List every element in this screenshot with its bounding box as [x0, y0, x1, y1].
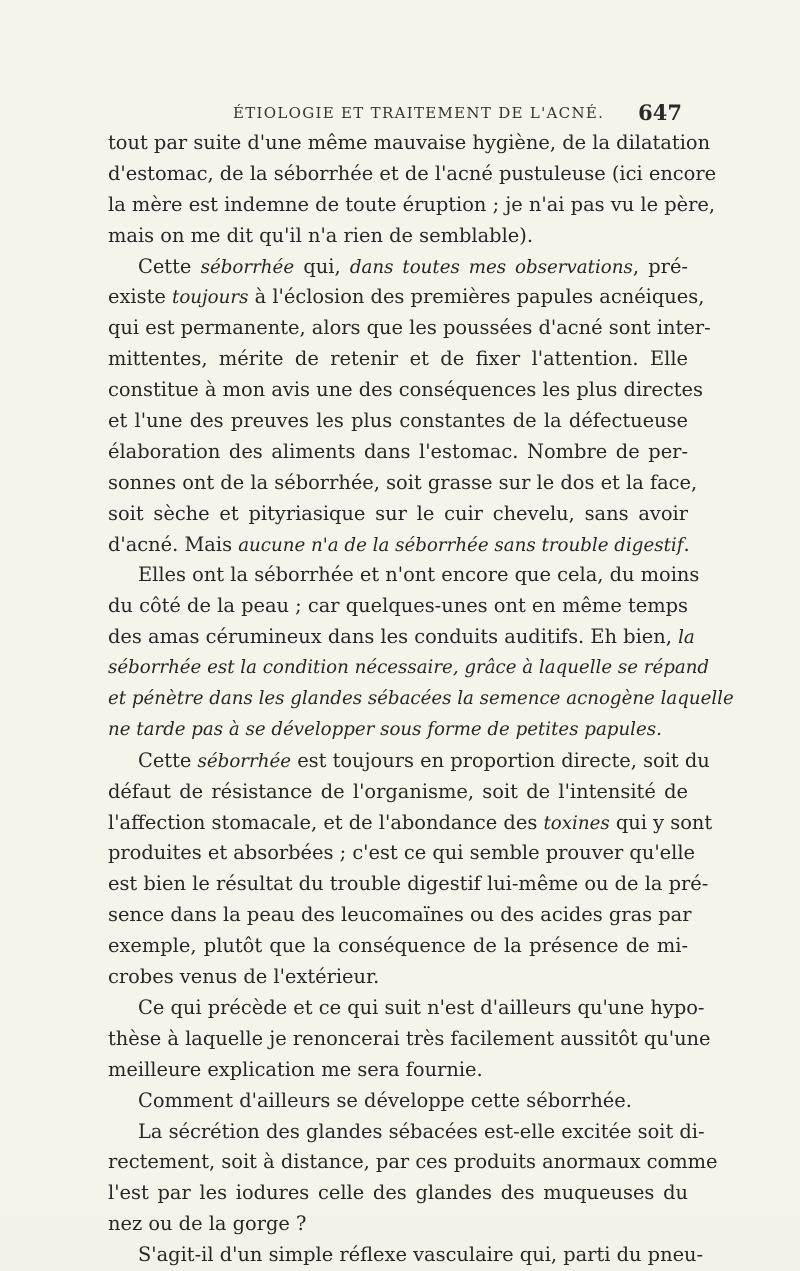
text-line: [108, 406, 688, 437]
text-line: [108, 622, 695, 653]
text-run: nez ou de la gorge ?: [108, 1212, 307, 1236]
text-line: [108, 190, 715, 221]
italic-text: dans toutes mes observations: [349, 256, 633, 278]
text-line: [108, 1086, 688, 1117]
text-line: [108, 1209, 688, 1240]
running-head: [108, 100, 690, 130]
text-run: constitue à mon avis une des conséquences les plus directes: [108, 378, 703, 402]
text-line: [108, 1024, 711, 1055]
text-line: [108, 1178, 688, 1209]
text-run: Ce qui précède et ce qui suit n'est d'ailleurs qu'une hypo-: [138, 995, 705, 1019]
text-run: séborrhée est la condition nécessaire, grâce à laquelle se répand: [108, 657, 710, 679]
italic-text: la: [678, 627, 695, 649]
text-run: qui,: [294, 254, 350, 278]
text-line: [108, 560, 700, 591]
italic-text: toujours: [172, 287, 249, 309]
text-line: [108, 468, 698, 499]
text-run: rectement, soit à distance, par ces produits anormaux comme: [108, 1150, 718, 1174]
running-title: ÉTIOLOGIE ET TRAITEMENT DE L'ACNÉ.: [233, 104, 605, 122]
text-run: défaut de résistance de l'organisme, soit de l'intensité de: [108, 779, 688, 803]
text-line: [108, 746, 710, 777]
text-line: [108, 282, 705, 313]
italic-text: séborrhée: [197, 750, 292, 772]
text-line: [108, 900, 692, 931]
text-run: thèse à laquelle je renoncerai très facilement aussitôt qu'une: [108, 1026, 711, 1050]
text-line: [108, 128, 711, 159]
text-run: et l'une des preuves les plus constantes de la défectueuse: [108, 409, 688, 433]
text-run: l'est par les iodures celle des glandes des muqueuses du: [108, 1181, 688, 1205]
text-line: [108, 684, 734, 715]
text-line: [108, 591, 688, 622]
text-run: Cette: [138, 254, 201, 278]
text-line: [108, 715, 688, 746]
text-line: [108, 530, 688, 561]
text-run: du côté de la peau ; car quelques-unes ont en même temps: [108, 594, 688, 618]
text-run: sonnes ont de la séborrhée, soit grasse sur le dos et la face,: [108, 470, 698, 494]
text-line: [108, 499, 688, 530]
text-run: élaboration des aliments dans l'estomac. Nombre de per-: [108, 439, 688, 463]
text-run: mais on me dit qu'il n'a rien de semblable).: [108, 223, 533, 247]
text-run: à l'éclosion des premières papules acnéiques,: [248, 285, 705, 309]
body-text: [108, 128, 734, 1271]
text-line: [108, 993, 705, 1024]
page-number: 647: [638, 100, 682, 125]
text-line: [108, 375, 703, 406]
text-run: d'acné. Mais: [108, 532, 239, 556]
text-line: [108, 838, 696, 869]
text-run: tout par suite d'une même mauvaise hygiène, de la dilatation: [108, 131, 711, 154]
text-run: qui est permanente, alors que les poussées d'acné sont inter-: [108, 316, 711, 340]
text-run: .: [683, 532, 690, 556]
text-run: est bien le résultat du trouble digestif lui-même ou de la pré-: [108, 872, 709, 896]
text-run: et pénètre dans les glandes sébacées la semence acnogène laquelle: [108, 688, 734, 710]
text-run: soit sèche et pityriasique sur le cuir chevelu, sans avoir: [108, 501, 688, 525]
text-line: [108, 221, 688, 252]
text-run: Comment d'ailleurs se développe cette séborrhée.: [138, 1088, 632, 1112]
text-line: [108, 808, 713, 839]
text-line: [108, 777, 688, 808]
text-run: Elles ont la séborrhée et n'ont encore que cela, du moins: [138, 563, 700, 587]
text-run: la mère est indemne de toute éruption ; je n'ai pas vu le père,: [108, 192, 715, 216]
text-run: meilleure explication me sera fournie.: [108, 1057, 483, 1081]
text-line: [108, 437, 688, 468]
text-run: est toujours en proportion directe, soit du: [291, 748, 710, 772]
text-run: produites et absorbées ; c'est ce qui semble prouver qu'elle: [108, 841, 696, 865]
text-run: mittentes, mérite de retenir et de fixer l'attention. Elle: [108, 347, 688, 371]
text-line: [108, 869, 709, 900]
italic-text: toxines: [543, 812, 610, 834]
text-run: exemple, plutôt que la conséquence de la présence de mi-: [108, 934, 688, 958]
text-line: [108, 931, 688, 962]
text-run: qui y sont: [609, 810, 713, 834]
text-run: l'affection stomacale, et de l'abondance des: [108, 810, 544, 834]
text-line: [108, 1117, 705, 1148]
text-run: sence dans la peau des leucomaïnes ou des acides gras par: [108, 903, 692, 927]
text-run: S'agit-il d'un simple réflexe vasculaire qui, parti du pneu-: [138, 1243, 704, 1267]
text-line: [108, 962, 688, 993]
text-line: [108, 1147, 718, 1178]
text-run: des amas cérumineux dans les conduits auditifs. Eh bien,: [108, 625, 679, 649]
text-line: [108, 344, 688, 375]
text-line: [108, 1055, 688, 1086]
italic-text: aucune n'a de la séborrhée sans trouble digestif: [238, 534, 684, 556]
text-run: ne tarde pas à se développer sous forme de petites papules.: [108, 718, 662, 740]
text-line: [108, 1240, 704, 1271]
text-run: d'estomac, de la séborrhée et de l'acné pustuleuse (ici encore: [108, 161, 717, 185]
text-line: [108, 313, 711, 344]
text-run: Cette: [138, 748, 198, 772]
text-run: La sécrétion des glandes sébacées est-elle excitée soit di-: [138, 1119, 705, 1143]
italic-text: séborrhée: [200, 256, 295, 278]
text-line: [108, 252, 688, 283]
text-run: , pré-: [632, 254, 688, 278]
text-run: existe: [108, 285, 172, 309]
text-line: [108, 653, 710, 684]
text-line: [108, 159, 717, 190]
text-run: crobes venus de l'extérieur.: [108, 965, 380, 989]
